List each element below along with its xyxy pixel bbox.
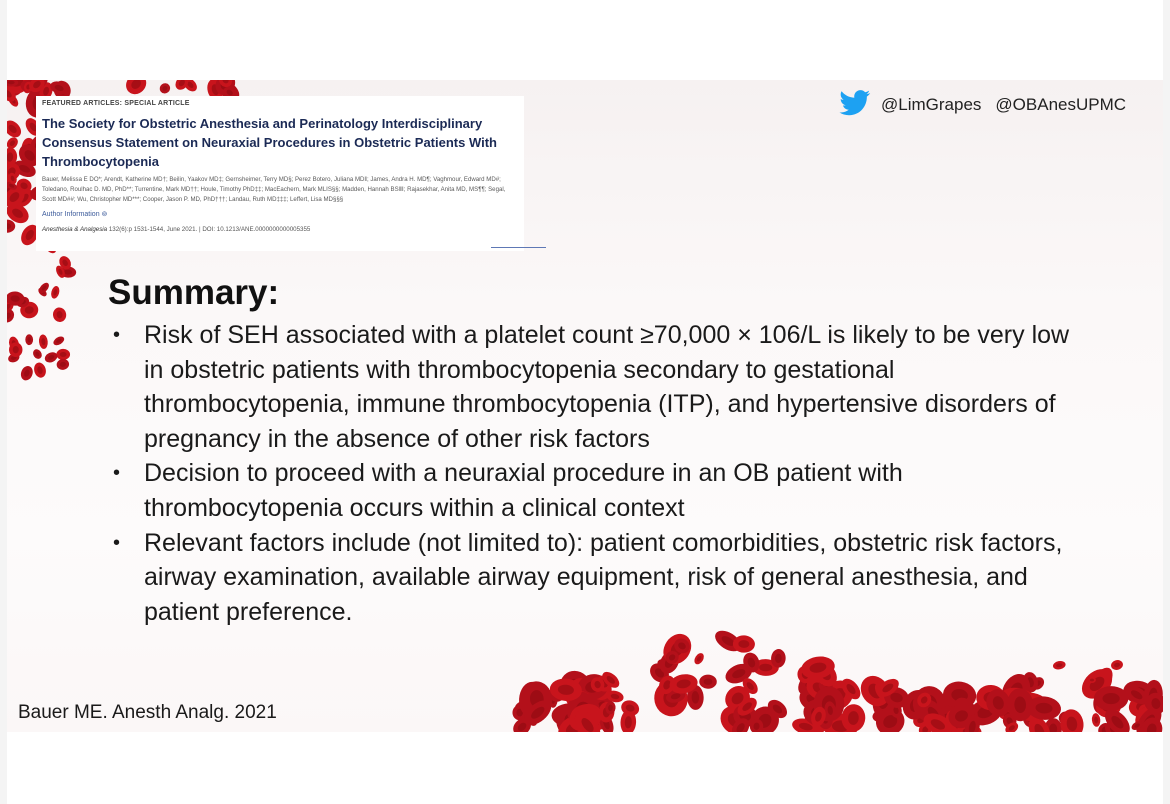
blood-cell (32, 361, 47, 379)
blood-cell (56, 349, 70, 361)
blood-cell (56, 358, 70, 371)
article-clipping (36, 96, 524, 251)
blood-cell (31, 348, 43, 361)
blood-cell (7, 117, 24, 140)
slide-citation: Bauer ME. Anesth Analg. 2021 (18, 702, 277, 723)
blood-cell (1091, 713, 1101, 727)
blood-cell (699, 674, 717, 688)
twitter-bird-icon (839, 90, 871, 121)
blood-cell (52, 335, 66, 347)
article-title: The Society for Obstetric Anesthesia and Perinatology Interdisciplinary Consensus Statement on Neuraxial Procedures in Obstetric Patients With Thrombocytopenia (42, 116, 497, 169)
blood-cell (50, 285, 61, 299)
summary-bullet-text: Decision to proceed with a neuraxial procedure in an OB patient with thrombocytopenia occurs within a clinical context (144, 459, 903, 522)
social-handles (839, 92, 1126, 118)
bottom-margin (7, 732, 1163, 804)
blood-cell (158, 81, 173, 95)
twitter-handle-obanesupmc: @OBAnesUPMC (995, 95, 1127, 114)
blood-cell (38, 334, 48, 349)
bullet-dot: • (113, 324, 121, 346)
bullet-dot: • (113, 531, 121, 554)
summary-bullet (108, 526, 1088, 630)
author-information-label: Author Information (42, 211, 100, 218)
blood-cell (19, 364, 35, 382)
summary-bullet (108, 456, 1088, 525)
expand-circle-icon: ⊚ (101, 211, 108, 218)
blood-cell (1094, 686, 1128, 711)
blood-cell (1058, 708, 1085, 732)
twitter-handle-limgrapes: @LimGrapes (881, 95, 982, 114)
blood-cell (1110, 659, 1124, 671)
author-information-link (42, 210, 518, 218)
article-section-label: FEATURED ARTICLES: SPECIAL ARTICLE (42, 100, 190, 107)
summary-bullet-text: Relevant factors include (not limited to): patient comorbidities, obstetric risk factors, airway examination, available airway equipment, risk of general anesthesia, and patient preference. (144, 528, 1063, 626)
blood-cell (1052, 660, 1066, 671)
article-authors: Bauer, Melissa E DO*; Arendt, Katherine MD†; Beilin, Yaakov MD‡; Gernsheimer, Terry MD§; Perez Botero, Juliana MD‖; James, Andra H. MD¶; Vaghmour, Edward MD#; Toledano, Roulhac D. MD, PhD**; Turrentine, Mark MD††; Houle, Timothy PhD‡‡; MacEachern, Mark MLIS§§; Madden, Hannah BS‖‖; Rajasekhar, Anita MD, MS¶¶; Segal, Scott MD##; Wu, Christopher MD***; Cooper, Jason P. MD, PhD†††; Landau, Ruth MD‡‡‡; Leffert, Lisa MD§§§ (42, 176, 506, 203)
summary-bullet (108, 318, 1088, 456)
blood-cell (9, 342, 22, 357)
blood-cell (692, 651, 705, 666)
blood-cell (43, 350, 59, 364)
blood-cell (52, 306, 67, 323)
article-citation (42, 226, 518, 233)
summary-bullet-list (108, 318, 1088, 629)
article-divider (491, 247, 546, 248)
blood-cell (7, 219, 15, 232)
summary-heading: Summary: (108, 273, 280, 312)
bullet-dot: • (113, 462, 121, 485)
journal-name: Anesthesia & Analgesia (42, 226, 108, 233)
top-margin (7, 0, 1163, 80)
presentation-slide (7, 80, 1163, 732)
blood-cell (25, 334, 33, 345)
summary-bullet-text: Risk of SEH associated with a platelet count ≥70,000 × 106/L is likely to be very low in obstetric patients with thrombocytopenia secondary to gestational thrombocytopenia, immune thrombocytopenia (ITP), and hypertensive disorders of pregnancy in the absence of other risk factors (144, 321, 1070, 453)
citation-details: 132(6):p 1531-1544, June 2021. | DOI: 10.1213/ANE.0000000000005355 (107, 226, 311, 233)
